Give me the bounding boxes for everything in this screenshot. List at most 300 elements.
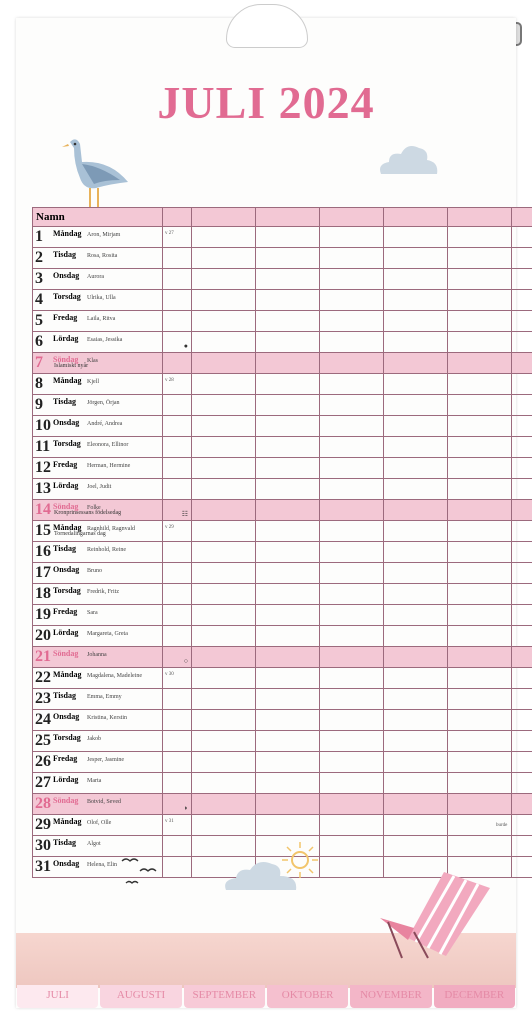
- note-cell[interactable]: [192, 731, 256, 752]
- note-cell[interactable]: [448, 332, 512, 353]
- moon-phase-icon: ◗: [183, 804, 188, 812]
- note-cell[interactable]: [256, 542, 320, 563]
- note-cell[interactable]: [256, 416, 320, 437]
- name-day: Helena, Elin: [87, 862, 117, 868]
- note-cell[interactable]: [256, 227, 320, 248]
- note-cell[interactable]: [256, 311, 320, 332]
- note-cell[interactable]: [384, 395, 448, 416]
- day-number: 19: [35, 606, 51, 623]
- weekday-label: Torsdag: [53, 733, 81, 742]
- day-cell: [33, 689, 163, 710]
- note-cell[interactable]: [512, 647, 532, 668]
- day-row: [33, 500, 532, 521]
- note-cell[interactable]: [448, 395, 512, 416]
- note-cell[interactable]: [256, 521, 320, 542]
- note-cell[interactable]: [512, 731, 532, 752]
- day-row: [33, 815, 532, 836]
- note-cell[interactable]: [256, 668, 320, 689]
- note-cell[interactable]: [192, 353, 256, 374]
- note-cell[interactable]: [512, 437, 532, 458]
- weekday-label: Måndag: [53, 523, 82, 532]
- note-cell[interactable]: [320, 668, 384, 689]
- note-cell[interactable]: [192, 269, 256, 290]
- note-cell[interactable]: [384, 647, 448, 668]
- name-day: Marta: [87, 778, 102, 784]
- note-cell[interactable]: [320, 794, 384, 815]
- note-cell[interactable]: [192, 437, 256, 458]
- note-cell[interactable]: [192, 668, 256, 689]
- week-cell: [163, 752, 192, 773]
- note-cell[interactable]: [192, 500, 256, 521]
- note-cell[interactable]: [512, 836, 532, 857]
- note-cell[interactable]: [384, 227, 448, 248]
- week-number: v 28: [165, 378, 174, 383]
- note-cell[interactable]: [448, 374, 512, 395]
- note-cell[interactable]: [384, 752, 448, 773]
- week-number: v 30: [165, 672, 174, 677]
- day-cell: [33, 248, 163, 269]
- note-cell[interactable]: [192, 773, 256, 794]
- day-cell: [33, 311, 163, 332]
- cloud-icon: [222, 856, 300, 894]
- note-cell[interactable]: [192, 479, 256, 500]
- note-cell[interactable]: [448, 458, 512, 479]
- note-cell[interactable]: [448, 416, 512, 437]
- note-cell[interactable]: [256, 773, 320, 794]
- note-cell[interactable]: [448, 479, 512, 500]
- note-cell[interactable]: [192, 248, 256, 269]
- note-cell[interactable]: [256, 584, 320, 605]
- note-cell[interactable]: [320, 332, 384, 353]
- note-cell[interactable]: [256, 437, 320, 458]
- note-cell[interactable]: [448, 836, 512, 857]
- day-number: 11: [35, 438, 51, 455]
- day-cell: [33, 647, 163, 668]
- note-cell[interactable]: [512, 248, 532, 269]
- note-cell[interactable]: [448, 752, 512, 773]
- day-cell: [33, 374, 163, 395]
- note-cell[interactable]: [384, 731, 448, 752]
- day-number: 28: [35, 795, 51, 812]
- day-number: 30: [35, 837, 51, 854]
- note-cell[interactable]: [320, 773, 384, 794]
- note-cell[interactable]: [448, 668, 512, 689]
- note-cell[interactable]: [320, 227, 384, 248]
- note-cell[interactable]: [448, 584, 512, 605]
- month-tab[interactable]: SEPTEMBER: [184, 985, 265, 1008]
- day-row: [33, 290, 532, 311]
- note-cell[interactable]: [512, 710, 532, 731]
- day-row: [33, 311, 532, 332]
- note-cell[interactable]: [192, 626, 256, 647]
- note-cell[interactable]: [512, 626, 532, 647]
- note-cell[interactable]: [256, 752, 320, 773]
- name-day: Fredrik, Fritz: [87, 589, 119, 595]
- day-number: 9: [35, 396, 43, 413]
- note-cell[interactable]: [512, 773, 532, 794]
- name-day: Folke: [87, 505, 101, 511]
- note-cell[interactable]: [512, 269, 532, 290]
- day-number: 29: [35, 816, 51, 833]
- note-cell[interactable]: [512, 227, 532, 248]
- month-tab[interactable]: OKTOBER: [267, 985, 348, 1008]
- note-cell[interactable]: [384, 773, 448, 794]
- note-cell[interactable]: [256, 689, 320, 710]
- note-cell[interactable]: [384, 542, 448, 563]
- day-number: 26: [35, 753, 51, 770]
- weekday-label: Tisdag: [53, 250, 76, 259]
- note-cell[interactable]: [512, 563, 532, 584]
- moon-phase-icon: ○: [183, 657, 188, 665]
- note-cell[interactable]: [384, 626, 448, 647]
- note-cell[interactable]: [192, 647, 256, 668]
- note-cell[interactable]: [448, 626, 512, 647]
- note-cell[interactable]: [192, 563, 256, 584]
- week-cell: [163, 227, 192, 248]
- note-cell[interactable]: [256, 605, 320, 626]
- note-cell[interactable]: [384, 668, 448, 689]
- note-cell[interactable]: [384, 836, 448, 857]
- day-cell: [33, 668, 163, 689]
- note-cell[interactable]: [384, 584, 448, 605]
- note-cell[interactable]: [192, 290, 256, 311]
- day-cell: [33, 731, 163, 752]
- note-cell[interactable]: [512, 332, 532, 353]
- note-cell[interactable]: [192, 794, 256, 815]
- note-cell[interactable]: [192, 416, 256, 437]
- note-cell[interactable]: [256, 647, 320, 668]
- note-cell[interactable]: [384, 479, 448, 500]
- month-tab[interactable]: JULI: [17, 985, 98, 1008]
- note-cell[interactable]: [192, 605, 256, 626]
- day-row: [33, 332, 532, 353]
- note-cell[interactable]: [512, 542, 532, 563]
- name-day: Ulrika, Ulla: [87, 295, 116, 301]
- day-cell: [33, 794, 163, 815]
- day-cell: [33, 332, 163, 353]
- note-cell[interactable]: [320, 836, 384, 857]
- page-title: JULI 2024: [157, 77, 375, 128]
- week-number: v 29: [165, 525, 174, 530]
- month-tabs: [16, 985, 516, 1008]
- day-cell: [33, 752, 163, 773]
- note-cell[interactable]: [320, 437, 384, 458]
- day-row: [33, 752, 532, 773]
- week-cell: [163, 521, 192, 542]
- weekday-label: Tisdag: [53, 544, 76, 553]
- day-number: 15: [35, 522, 51, 539]
- note-cell[interactable]: [320, 584, 384, 605]
- day-cell: [33, 437, 163, 458]
- weekday-label: Fredag: [53, 460, 78, 469]
- weekday-label: Onsdag: [53, 418, 80, 427]
- note-cell[interactable]: [384, 416, 448, 437]
- day-number: 7: [35, 354, 43, 371]
- note-cell[interactable]: [256, 353, 320, 374]
- name-day: Rosa, Rosita: [87, 253, 118, 259]
- week-cell: [163, 437, 192, 458]
- weekday-label: Söndag: [53, 355, 79, 364]
- name-day: Herman, Hermine: [87, 463, 131, 469]
- day-row: [33, 731, 532, 752]
- note-cell[interactable]: [448, 710, 512, 731]
- note-cell[interactable]: [192, 311, 256, 332]
- day-row: [33, 668, 532, 689]
- note-cell[interactable]: [192, 752, 256, 773]
- note-cell[interactable]: [448, 521, 512, 542]
- name-day: Margareta, Greta: [87, 631, 128, 637]
- day-row: [33, 773, 532, 794]
- note-cell[interactable]: [512, 815, 532, 836]
- note-cell[interactable]: [192, 395, 256, 416]
- day-cell: [33, 416, 163, 437]
- day-cell: [33, 605, 163, 626]
- note-cell[interactable]: [320, 479, 384, 500]
- weekday-label: Lördag: [53, 334, 79, 343]
- note-cell[interactable]: [320, 710, 384, 731]
- name-day: Sara: [87, 610, 98, 616]
- note-cell[interactable]: [448, 290, 512, 311]
- weekday-label: Söndag: [53, 502, 79, 511]
- note-cell[interactable]: [320, 395, 384, 416]
- name-column-header: Namn: [33, 208, 163, 227]
- week-cell: [163, 311, 192, 332]
- note-cell[interactable]: [448, 605, 512, 626]
- day-row: [33, 374, 532, 395]
- note-cell[interactable]: [448, 269, 512, 290]
- day-row: [33, 542, 532, 563]
- note-cell[interactable]: [512, 794, 532, 815]
- note-cell[interactable]: [448, 353, 512, 374]
- week-cell: [163, 773, 192, 794]
- note-cell[interactable]: [384, 353, 448, 374]
- note-cell[interactable]: [448, 794, 512, 815]
- note-cell[interactable]: [320, 626, 384, 647]
- day-row: [33, 269, 532, 290]
- note-cell[interactable]: [192, 815, 256, 836]
- weekday-label: Måndag: [53, 229, 82, 238]
- day-row: [33, 437, 532, 458]
- note-cell[interactable]: [512, 668, 532, 689]
- name-day: Algot: [87, 841, 101, 847]
- weekday-label: Lördag: [53, 481, 79, 490]
- name-day: Johanna: [87, 652, 107, 658]
- note-cell[interactable]: [384, 605, 448, 626]
- week-cell: [163, 794, 192, 815]
- note-cell[interactable]: [384, 458, 448, 479]
- note-cell[interactable]: [320, 857, 384, 878]
- note-cell[interactable]: [256, 626, 320, 647]
- note-cell[interactable]: [512, 353, 532, 374]
- name-day: Jakob: [87, 736, 101, 742]
- note-cell[interactable]: [320, 647, 384, 668]
- note-cell[interactable]: [512, 521, 532, 542]
- note-cell[interactable]: [448, 563, 512, 584]
- note-cell[interactable]: [512, 458, 532, 479]
- note-cell[interactable]: [320, 416, 384, 437]
- note-cell[interactable]: [320, 605, 384, 626]
- note-cell[interactable]: [320, 353, 384, 374]
- day-row: [33, 605, 532, 626]
- note-cell[interactable]: [192, 332, 256, 353]
- note-cell[interactable]: [512, 752, 532, 773]
- note-cell[interactable]: [320, 311, 384, 332]
- note-cell[interactable]: [384, 374, 448, 395]
- note-cell[interactable]: [256, 500, 320, 521]
- note-cell[interactable]: [192, 710, 256, 731]
- weekday-label: Lördag: [53, 628, 79, 637]
- brand-label: burde: [496, 823, 508, 828]
- note-cell[interactable]: [256, 290, 320, 311]
- deck-chair-icon: [378, 868, 498, 960]
- note-cell[interactable]: [256, 248, 320, 269]
- note-cell[interactable]: [448, 689, 512, 710]
- day-number: 24: [35, 711, 51, 728]
- note-cell[interactable]: [512, 374, 532, 395]
- note-cell[interactable]: [448, 542, 512, 563]
- day-cell: [33, 521, 163, 542]
- note-cell[interactable]: [384, 290, 448, 311]
- note-cell[interactable]: [512, 584, 532, 605]
- day-cell: [33, 227, 163, 248]
- week-cell: [163, 563, 192, 584]
- name-day: Kjell: [87, 379, 99, 385]
- note-cell[interactable]: [384, 815, 448, 836]
- name-day: Emma, Emmy: [87, 694, 122, 700]
- note-cell[interactable]: [192, 689, 256, 710]
- note-cell[interactable]: [448, 500, 512, 521]
- week-cell: [163, 626, 192, 647]
- note-cell[interactable]: [256, 332, 320, 353]
- note-cell[interactable]: [192, 542, 256, 563]
- note-cell[interactable]: [384, 500, 448, 521]
- note-cell[interactable]: [320, 500, 384, 521]
- day-number: 3: [35, 270, 43, 287]
- note-cell[interactable]: [192, 374, 256, 395]
- note-cell[interactable]: [320, 752, 384, 773]
- note-cell[interactable]: [384, 689, 448, 710]
- note-cell[interactable]: [448, 227, 512, 248]
- note-cell[interactable]: [512, 500, 532, 521]
- note-cell[interactable]: [384, 269, 448, 290]
- note-cell[interactable]: [192, 458, 256, 479]
- day-cell: [33, 584, 163, 605]
- day-row: [33, 353, 532, 374]
- note-cell[interactable]: [256, 794, 320, 815]
- name-day: Joel, Judit: [87, 484, 112, 490]
- day-row: [33, 479, 532, 500]
- day-number: 14: [35, 501, 51, 518]
- note-cell[interactable]: [384, 248, 448, 269]
- note-cell[interactable]: [384, 437, 448, 458]
- note-cell[interactable]: [320, 269, 384, 290]
- month-tab[interactable]: DECEMBER: [434, 985, 515, 1008]
- note-cell[interactable]: [256, 710, 320, 731]
- month-tab[interactable]: AUGUSTI: [100, 985, 181, 1008]
- note-cell[interactable]: [384, 332, 448, 353]
- day-number: 22: [35, 669, 51, 686]
- note-cell[interactable]: [384, 521, 448, 542]
- note-cell[interactable]: [512, 689, 532, 710]
- note-cell[interactable]: [256, 815, 320, 836]
- note-cell[interactable]: [320, 731, 384, 752]
- note-cell[interactable]: [256, 269, 320, 290]
- note-cell[interactable]: [512, 479, 532, 500]
- week-cell: [163, 248, 192, 269]
- note-cell[interactable]: [512, 416, 532, 437]
- note-cell[interactable]: [192, 521, 256, 542]
- note-cell[interactable]: [256, 374, 320, 395]
- note-cell[interactable]: [320, 458, 384, 479]
- day-row: [33, 458, 532, 479]
- day-cell: [33, 773, 163, 794]
- day-cell: [33, 290, 163, 311]
- note-cell[interactable]: [256, 458, 320, 479]
- note-cell[interactable]: [384, 794, 448, 815]
- week-cell: [163, 857, 192, 878]
- week-cell: [163, 374, 192, 395]
- note-cell[interactable]: [256, 731, 320, 752]
- week-cell: [163, 710, 192, 731]
- note-cell[interactable]: [384, 710, 448, 731]
- week-cell: [163, 605, 192, 626]
- note-cell[interactable]: [320, 248, 384, 269]
- note-cell[interactable]: [448, 248, 512, 269]
- weekday-label: Torsdag: [53, 586, 81, 595]
- note-cell[interactable]: [320, 521, 384, 542]
- note-cell[interactable]: [320, 563, 384, 584]
- note-cell[interactable]: [448, 311, 512, 332]
- note-cell[interactable]: [320, 542, 384, 563]
- weekday-label: Söndag: [53, 649, 79, 658]
- note-cell[interactable]: [320, 374, 384, 395]
- note-cell[interactable]: [192, 584, 256, 605]
- note-cell[interactable]: [512, 311, 532, 332]
- note-cell[interactable]: [448, 773, 512, 794]
- note-cell[interactable]: [448, 437, 512, 458]
- note-cell[interactable]: [512, 395, 532, 416]
- note-cell[interactable]: [256, 479, 320, 500]
- name-day: André, Andrea: [87, 421, 123, 427]
- note-cell[interactable]: [192, 836, 256, 857]
- name-day: Esaias, Jessika: [87, 337, 123, 343]
- note-cell[interactable]: [448, 647, 512, 668]
- weekday-label: Onsdag: [53, 712, 80, 721]
- week-cell: [163, 479, 192, 500]
- note-cell[interactable]: [256, 395, 320, 416]
- note-cell[interactable]: [512, 290, 532, 311]
- note-cell[interactable]: [384, 563, 448, 584]
- weekday-label: Fredag: [53, 313, 78, 322]
- note-cell[interactable]: [512, 605, 532, 626]
- note-cell[interactable]: [448, 731, 512, 752]
- day-cell: [33, 479, 163, 500]
- note-cell[interactable]: [320, 290, 384, 311]
- note-cell[interactable]: [256, 563, 320, 584]
- day-cell: [33, 563, 163, 584]
- day-number: 6: [35, 333, 43, 350]
- note-cell[interactable]: [320, 815, 384, 836]
- month-tab[interactable]: NOVEMBER: [350, 985, 431, 1008]
- note-cell[interactable]: [384, 311, 448, 332]
- day-row: [33, 416, 532, 437]
- week-number: v 27: [165, 231, 174, 236]
- weekday-label: Måndag: [53, 817, 82, 826]
- note-cell[interactable]: [320, 689, 384, 710]
- note-cell[interactable]: [192, 227, 256, 248]
- note-cell[interactable]: [512, 857, 532, 878]
- day-number: 10: [35, 417, 51, 434]
